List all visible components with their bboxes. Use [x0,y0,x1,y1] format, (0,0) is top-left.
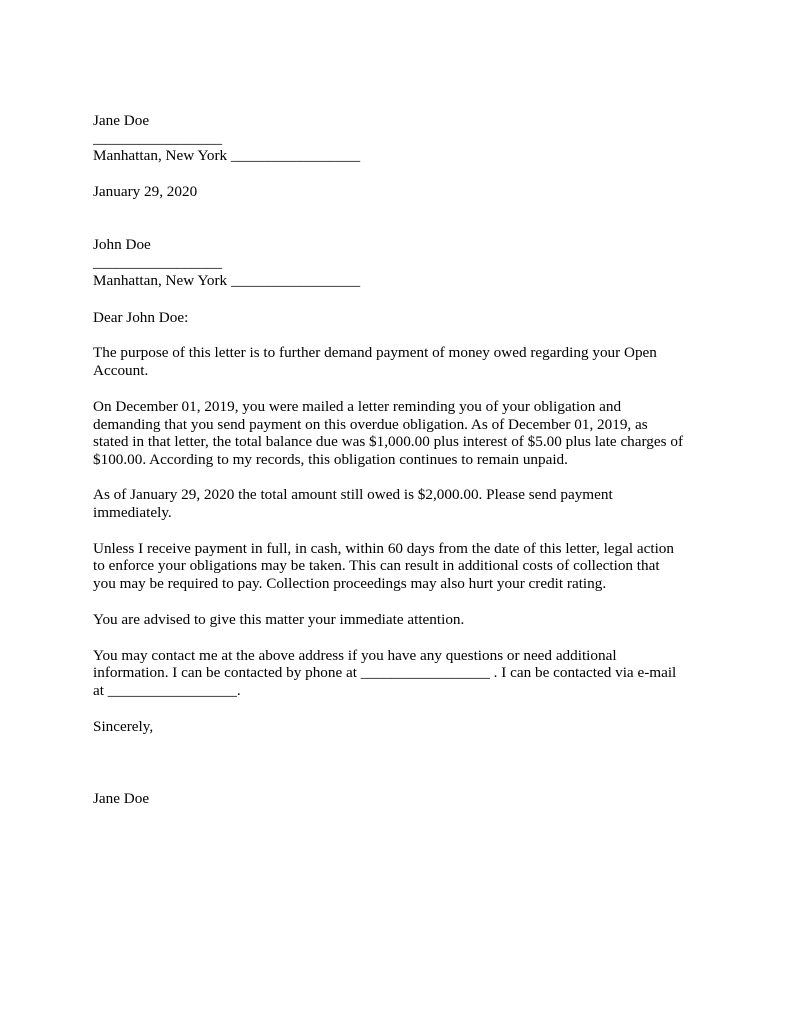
salutation: Dear John Doe: [93,309,189,326]
paragraph-2-line: $100.00. According to my records, this obligation continues to remain unpaid. [93,451,568,468]
paragraph-2-line: On December 01, 2019, you were mailed a letter reminding you of your obligation and [93,398,622,415]
letter-date: January 29, 2020 [93,183,198,200]
paragraph-1-line: Account. [93,362,149,379]
paragraph-2-line: demanding that you send payment on this overdue obligation. As of December 01, 2019, as [93,416,648,433]
paragraph-3-line: As of January 29, 2020 the total amount still owed is $2,000.00. Please send payment [93,486,613,503]
paragraph-4-line: to enforce your obligations may be taken. This can result in additional costs of collection that [93,557,660,574]
recipient-city-line: Manhattan, New York _________________ [93,272,361,289]
paragraph-4-line: you may be required to pay. Collection proceedings may also hurt your credit rating. [93,575,607,592]
paragraph-6-line: You may contact me at the above address if you have any questions or need additional [93,647,617,664]
sender-city-line: Manhattan, New York _________________ [93,147,361,164]
sender-name: Jane Doe [93,112,150,129]
closing: Sincerely, [93,718,154,735]
paragraph-1-line: The purpose of this letter is to further demand payment of money owed regarding your Open [93,344,657,361]
sender-street-blank: _________________ [93,130,223,147]
paragraph-2-line: stated in that letter, the total balance due was $1,000.00 plus interest of $5.00 plus late charges of [93,433,683,450]
paragraph-5-line: You are advised to give this matter your immediate attention. [93,611,465,628]
signature-name: Jane Doe [93,790,150,807]
recipient-name: John Doe [93,236,151,253]
paragraph-6-line: at _________________. [93,682,241,699]
paragraph-6-line: information. I can be contacted by phone at _________________ . I can be contacted via e-mail [93,664,677,681]
recipient-street-blank: _________________ [93,254,223,271]
paragraph-3-line: immediately. [93,504,172,521]
paragraph-4-line: Unless I receive payment in full, in cash, within 60 days from the date of this letter, legal action [93,540,674,557]
